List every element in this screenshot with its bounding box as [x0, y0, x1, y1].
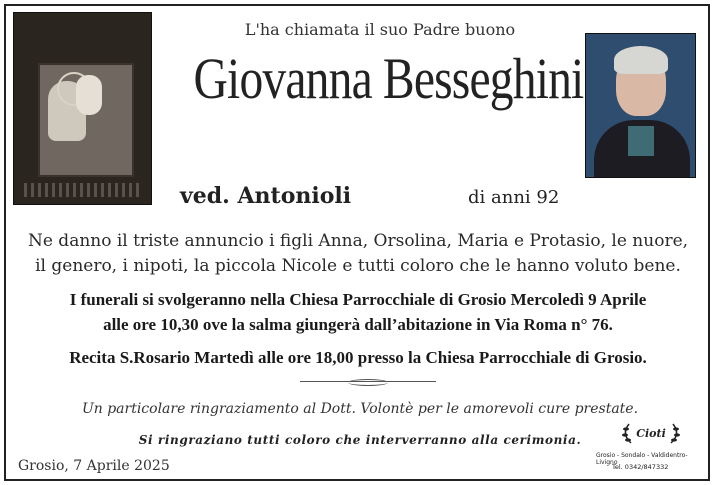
agency-logo: [619, 421, 683, 447]
announcement-line-1: Ne danno il triste annuncio i figli Anna, Orsolina, Maria e Protasio, le nuore,: [27, 231, 689, 251]
agency-locations: Grosio - Sondalo - Valdidentro-Livigno: [596, 452, 688, 466]
place-date: Grosio, 7 Aprile 2025: [18, 458, 170, 474]
agency-logo-text: Cioti: [636, 427, 666, 440]
announcement: [18, 229, 698, 279]
funeral-line-1: I funerali si svolgeranno nella Chiesa Parrocchiale di Grosio Mercoledì 9 Aprile: [69, 290, 647, 309]
subtitle: L'ha chiamata il suo Padre buono: [244, 20, 516, 39]
age: di anni 92: [468, 187, 560, 208]
deceased-name: Giovanna Besseghini: [193, 46, 584, 111]
funeral-line-2: alle ore 10,30 ove la salma giungerà dall’abitazione in Via Roma n° 76.: [103, 315, 613, 334]
rosary-notice: Recita S.Rosario Martedì alle ore 18,00 presso la Chiesa Parrocchiale di Grosio.: [69, 348, 647, 367]
deceased-portrait: [585, 33, 696, 178]
holy-image: [13, 12, 152, 205]
widow-of: ved. Antonioli: [180, 183, 352, 209]
funeral-details: [18, 287, 698, 337]
thanks-doctor: Un particolare ringraziamento al Dott. Volontè per le amorevoli cure prestate.: [81, 401, 639, 417]
thanks-all: Si ringraziano tutti coloro che interverranno alla cerimonia.: [138, 433, 582, 447]
ornament-divider: [300, 381, 436, 382]
agency-phone: Tel. 0342/847332: [612, 463, 669, 471]
announcement-line-2: il genero, i nipoti, la piccola Nicole e tutti coloro che le hanno voluto bene.: [35, 256, 681, 276]
